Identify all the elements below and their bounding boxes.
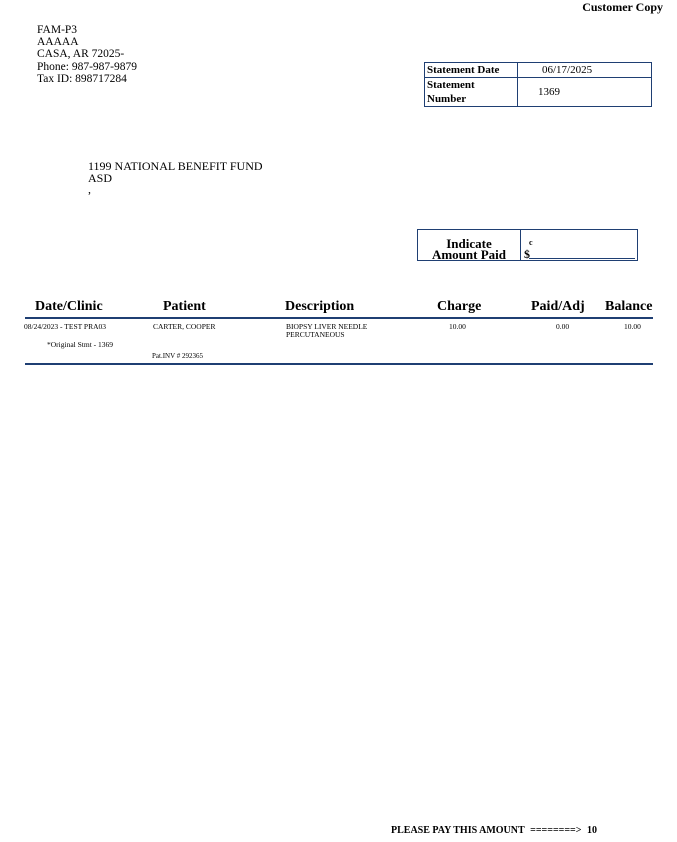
table-bottom-rule <box>25 363 653 365</box>
pay-amount-value: 10 <box>586 825 597 836</box>
statement-date-label: Statement Date <box>425 63 518 78</box>
sender-address <box>37 24 137 85</box>
header-description: Description <box>285 299 355 314</box>
amount-underline <box>529 258 635 259</box>
pay-amount-label: PLEASE PAY THIS AMOUNT <box>391 825 525 836</box>
indicate-amount-label-box <box>417 229 521 261</box>
recipient-name: 1199 NATIONAL BENEFIT FUND <box>88 159 263 173</box>
pay-amount-arrow: ========> <box>530 825 582 836</box>
header-date-clinic: Date/Clinic <box>35 299 103 314</box>
statement-number-label: Statement Number <box>425 78 518 107</box>
sender-name: FAM-P3 <box>37 24 78 36</box>
sender-line2: AAAAA <box>37 36 79 49</box>
copy-label: Customer Copy <box>582 0 663 14</box>
cents-mark: c <box>529 238 533 247</box>
statement-date-row <box>425 63 652 78</box>
row-original-stmt: *Original Stmt - 1369 <box>47 340 114 349</box>
amount-paid-label: Amount Paid <box>420 249 518 261</box>
header-patient: Patient <box>163 299 206 314</box>
sender-city: CASA, AR 72025- <box>37 48 125 61</box>
statement-info-table <box>424 62 652 107</box>
header-balance: Balance <box>605 299 653 314</box>
row-invoice: Pat.INV # 292365 <box>152 352 204 360</box>
header-paid-adj: Paid/Adj <box>531 299 585 314</box>
row-patient: CARTER, COOPER <box>153 322 216 331</box>
row-balance: 10.00 <box>624 322 641 331</box>
pay-amount-line <box>391 825 600 836</box>
amount-paid-field[interactable] <box>520 229 638 261</box>
statement-date-value: 06/17/2025 <box>518 63 652 78</box>
recipient-line3: , <box>88 182 91 196</box>
statement-number-row <box>425 78 652 107</box>
recipient-address <box>88 161 263 196</box>
indicate-label: Indicate <box>446 236 492 251</box>
sender-phone: Phone: 987-987-9879 <box>37 60 137 73</box>
sender-tax-id: Tax ID: 898717284 <box>37 72 127 85</box>
row-description-line1: BIOPSY LIVER NEEDLE <box>286 322 368 331</box>
recipient-line2: ASD <box>88 170 113 185</box>
row-paid-adj: 0.00 <box>556 322 570 331</box>
dollar-symbol: $ <box>524 247 530 261</box>
row-date-clinic: 08/24/2023 - TEST PRA03 <box>24 322 107 331</box>
header-charge: Charge <box>437 299 482 314</box>
row-description-line2: PERCUTANEOUS <box>286 330 345 339</box>
header-rule <box>25 317 653 319</box>
row-charge: 10.00 <box>449 322 466 331</box>
statement-number-value: 1369 <box>518 78 652 107</box>
